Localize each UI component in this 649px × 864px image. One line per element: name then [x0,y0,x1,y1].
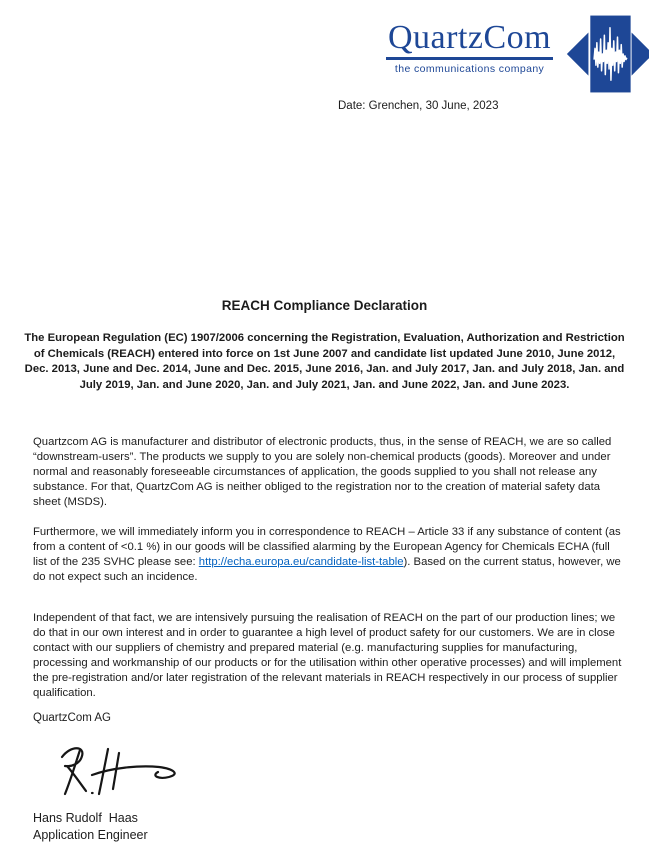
paragraph-article-33-tail: ). Based on the current status, however, we do not expect such an incidence. [33,556,621,583]
waveform-diamond-icon [565,12,649,96]
paragraph-downstream-users: Quartzcom AG is manufacturer and distributor of electronic products, thus, in the sense of REACH, we are so called “downstream-users”. The products we supply to you are solely non-chemical products (goods). Moreover and under normal and reasonably foreseeable circumstances of application, the goods supplied to you shall not release any substance. For that, QuartzCom AG is neither obliged to the registration nor to the creation of material safety data sheet (MSDS). [33,436,612,508]
intro-paragraph: The European Regulation (EC) 1907/2006 concerning the Registration, Evaluation, Authorization and Restriction of Chemicals (REACH) entered into force on 1st June 2007 and candidate list updated June 2010, June 2012, Dec. 2013, June and Dec. 2014, June and Dec. 2015, June 2016, Jan. and July 2017, Jan. and July 2018, Jan. and July 2019, Jan. and June 2020, Jan. and July 2021, Jan. and June 2022, Jan. and June 2023. [24,332,625,391]
echa-candidate-list-link[interactable]: http://echa.europa.eu/candidate-list-table [198,556,404,568]
logo-wordmark-block [386,20,553,75]
logo-tagline: the communications company [394,63,545,75]
signatory-title: Application Engineer [33,827,148,842]
paragraph-realisation: Independent of that fact, we are intensively pursuing the realisation of REACH on the part of our production lines; we do that in our own interest and in order to guarantee a high level of product safety for our customers. We are in close contact with our suppliers of chemistry and prepared material (e.g. manufacturing supplies for manufacturing, processing and workmanship of our products or for the utilisation within other operative processes) and will implement the pre-registration and/or later registration of the relevant materials in REACH respectively in our process of supplier qualification. [33,612,622,699]
page-title: REACH Compliance Declaration [221,298,428,313]
company-signoff: QuartzCom AG [33,712,111,724]
signatory-block [33,810,148,843]
date-line: Date: Grenchen, 30 June, 2023 [338,100,499,112]
handwritten-signature [44,744,200,804]
company-logo [386,12,649,96]
paragraph-article-33 [33,525,624,585]
signatory-name: Hans Rudolf Haas [33,811,138,825]
logo-wordmark: QuartzCom [386,20,553,60]
paragraph-article-33-text: Furthermore, we will immediately inform you in correspondence to REACH – Article 33 if any substance of content (as from a content of <0.1 %) in our goods will be classified alarming by the European Agency for Chemicals ECHA (full list of the 235 SVHC please see: [33,526,621,568]
